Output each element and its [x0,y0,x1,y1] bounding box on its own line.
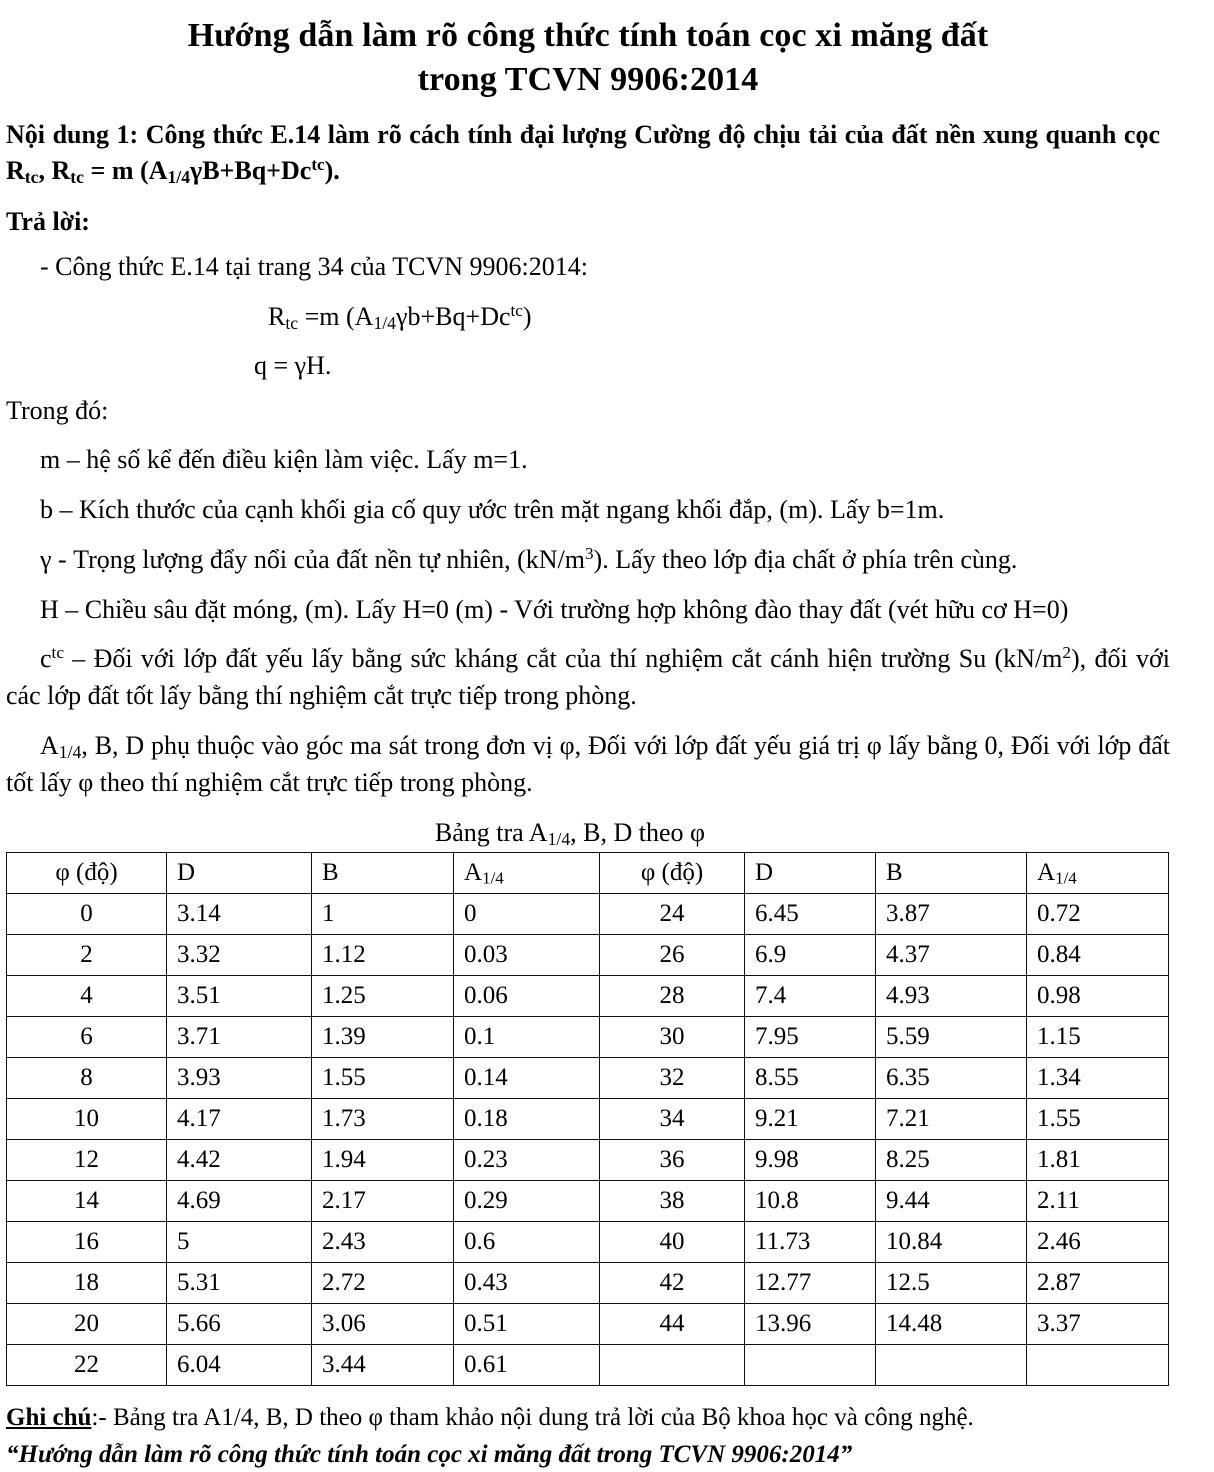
table-cell-r6-c7: 1.81 [1027,1140,1169,1181]
table-row [7,894,1169,935]
table-cell-r8-c4: 40 [600,1222,745,1263]
table-cell-r6-c3: 0.23 [454,1140,600,1181]
footer-note [6,1400,1170,1472]
formula-r-sub: tc [285,312,299,333]
table-cell-r11-c5 [745,1345,876,1386]
table-caption-post: , B, D theo φ [570,818,706,848]
table-cell-r4-c2: 1.55 [312,1058,454,1099]
formula-eq: =m (A [298,301,374,331]
definition-b [6,492,1170,529]
table-cell-r4-c0: 8 [7,1058,167,1099]
definition-abd-sub: 1/4 [58,742,82,763]
table-cell-r5-c3: 0.18 [454,1099,600,1140]
table-cell-r6-c6: 8.25 [876,1140,1027,1181]
header-phi-2 [600,853,745,894]
footer-quote: “Hướng dẫn làm rõ công thức tính toán cọc xi măng đất trong TCVN 9906:2014” [6,1441,853,1469]
table-cell-r11-c6 [876,1345,1027,1386]
table-caption [6,818,1170,848]
definition-ctc-mid: – Đối với lớp đất yếu lấy bằng sức kháng cắt của thí nghiệm cắt cánh hiện trường Su (kN/m [63,644,1063,674]
header-a14-1-label: A [464,859,483,887]
table-cell-r10-c0: 20 [7,1304,167,1345]
formula-q: q = γH. [254,350,332,380]
title-line-2: trong TCVN 9906:2014 [417,60,759,98]
formula-a-sub: 1/4 [373,312,397,333]
table-cell-r3-c6: 5.59 [876,1017,1027,1058]
table-cell-r3-c3: 0.1 [454,1017,600,1058]
table-cell-r1-c3: 0.03 [454,935,600,976]
formula-main [6,299,1170,334]
table-cell-r9-c5: 12.77 [745,1263,876,1304]
header-a14-1 [454,853,600,894]
table-cell-r10-c4: 44 [600,1304,745,1345]
table-cell-r7-c0: 14 [7,1181,167,1222]
table-cell-r8-c3: 0.6 [454,1222,600,1263]
table-cell-r3-c7: 1.15 [1027,1017,1169,1058]
page-title [6,14,1170,101]
table-cell-r0-c4: 24 [600,894,745,935]
table-row [7,1304,1169,1345]
table-cell-r0-c3: 0 [454,894,600,935]
table-cell-r6-c4: 36 [600,1140,745,1181]
lead-mid: , R [38,156,71,186]
table-cell-r11-c4 [600,1345,745,1386]
table-body [7,894,1169,1386]
table-row [7,1181,1169,1222]
definition-abd-pre: A [40,731,59,761]
header-d-2-label: D [755,859,774,887]
table-cell-r3-c0: 6 [7,1017,167,1058]
formula-close: ) [522,301,532,331]
definition-ctc [6,641,1170,715]
table-cell-r10-c6: 14.48 [876,1304,1027,1345]
table-cell-r2-c7: 0.98 [1027,976,1169,1017]
table-cell-r2-c2: 1.25 [312,976,454,1017]
definition-m-text: m – hệ số kể đến điều kiện làm việc. Lấy m=1. [40,444,528,474]
table-header-row [7,853,1169,894]
table-cell-r7-c4: 38 [600,1181,745,1222]
table-cell-r4-c4: 32 [600,1058,745,1099]
definition-abd-post: , B, D phụ thuộc vào góc ma sát trong đơn vị φ, Đối với lớp đất yếu giá trị φ lấy bằng 0, Đối với lớp đất tốt lấy φ theo thí nghiệm cắt trực tiếp trong phòng. [6,731,1170,798]
table-cell-r10-c2: 3.06 [312,1304,454,1345]
table-cell-r9-c2: 2.72 [312,1263,454,1304]
formula-c-sup: tc [510,300,523,320]
table-cell-r7-c2: 2.17 [312,1181,454,1222]
table-cell-r8-c2: 2.43 [312,1222,454,1263]
header-phi-1-label: φ (độ) [55,859,118,887]
definition-gamma-pre: γ - Trọng lượng đẩy nổi của đất nền tự nhiên, (kN/m [40,544,585,574]
lead-suffix: ). [324,156,340,186]
header-a14-2 [1027,853,1169,894]
table-cell-r7-c5: 10.8 [745,1181,876,1222]
table-cell-r9-c0: 18 [7,1263,167,1304]
header-phi-2-label: φ (độ) [640,859,704,887]
header-b-2 [876,853,1027,894]
header-d-2 [745,853,876,894]
table-cell-r3-c5: 7.95 [745,1017,876,1058]
table-cell-r1-c2: 1.12 [312,935,454,976]
table-cell-r2-c1: 3.51 [167,976,312,1017]
table-row [7,1263,1169,1304]
table-cell-r5-c4: 34 [600,1099,745,1140]
lead-sub-3: 1/4 [167,167,191,188]
definition-gamma [6,542,1170,579]
table-cell-r2-c5: 7.4 [745,976,876,1017]
table-cell-r1-c1: 3.32 [167,935,312,976]
answer-reference: - Công thức E.14 tại trang 34 của TCVN 9906:2014: [40,251,588,281]
table-cell-r1-c7: 0.84 [1027,935,1169,976]
table-cell-r9-c4: 42 [600,1263,745,1304]
table-cell-r8-c5: 11.73 [745,1222,876,1263]
definition-abd [6,728,1170,802]
table-cell-r4-c3: 0.14 [454,1058,600,1099]
table-cell-r0-c2: 1 [312,894,454,935]
definition-h-text: H – Chiều sâu đặt móng, (m). Lấy H=0 (m) - Với trường hợp không đào thay đất (vét hữu cơ H=0) [40,594,1069,624]
definition-m [6,442,1170,479]
definition-h [6,592,1170,629]
table-cell-r4-c7: 1.34 [1027,1058,1169,1099]
answer-label: Trả lời: [6,206,90,236]
table-cell-r1-c0: 2 [7,935,167,976]
table-cell-r8-c1: 5 [167,1222,312,1263]
table-row [7,976,1169,1017]
table-caption-pre: Bảng tra A [434,818,548,848]
table-cell-r6-c2: 1.94 [312,1140,454,1181]
header-b-2-label: B [886,859,903,887]
note-text: :- Bảng tra A1/4, B, D theo φ tham khảo nội dung trả lời của Bộ khoa học và công nghệ. [91,1404,974,1432]
table-cell-r1-c4: 26 [600,935,745,976]
table-cell-r5-c7: 1.55 [1027,1099,1169,1140]
lead-sub-2: tc [70,167,85,188]
definition-gamma-post: ). Lấy theo lớp địa chất ở phía trên cùng. [593,544,1018,574]
table-cell-r0-c7: 0.72 [1027,894,1169,935]
table-row [7,1099,1169,1140]
table-cell-r3-c4: 30 [600,1017,745,1058]
note-label: Ghi chú [6,1404,92,1432]
table-cell-r5-c5: 9.21 [745,1099,876,1140]
header-b-1-label: B [322,859,339,887]
definition-ctc-sup-lead: tc [51,643,64,663]
table-cell-r10-c3: 0.51 [454,1304,600,1345]
table-cell-r2-c6: 4.93 [876,976,1027,1017]
table-cell-r1-c6: 4.37 [876,935,1027,976]
header-a14-2-label: A [1037,859,1056,887]
table-cell-r6-c5: 9.98 [745,1140,876,1181]
table-cell-r3-c1: 3.71 [167,1017,312,1058]
table-cell-r0-c1: 3.14 [167,894,312,935]
table-cell-r9-c7: 2.87 [1027,1263,1169,1304]
table-cell-r11-c3: 0.61 [454,1345,600,1386]
table-cell-r2-c4: 28 [600,976,745,1017]
table-cell-r10-c7: 3.37 [1027,1304,1169,1345]
table-cell-r0-c5: 6.45 [745,894,876,935]
table-cell-r7-c3: 0.29 [454,1181,600,1222]
table-cell-r7-c7: 2.11 [1027,1181,1169,1222]
lead-formula-text: = m (A [84,156,168,186]
table-cell-r11-c2: 3.44 [312,1345,454,1386]
title-line-1: Hướng dẫn làm rõ công thức tính toán cọc xi măng đất [187,17,989,54]
lookup-table [6,852,1169,1386]
table-cell-r6-c1: 4.42 [167,1140,312,1181]
definition-b-text: b – Kích thước của cạnh khối gia cố quy ước trên mặt ngang khối đắp, (m). Lấy b=1m. [40,494,945,524]
table-cell-r3-c2: 1.39 [312,1017,454,1058]
table-cell-r9-c6: 12.5 [876,1263,1027,1304]
header-a14-1-sub: 1/4 [482,868,504,888]
table-row [7,1140,1169,1181]
definition-ctc-pre: c [40,644,52,674]
formula-r: R [268,301,286,331]
table-cell-r9-c3: 0.43 [454,1263,600,1304]
table-cell-r4-c6: 6.35 [876,1058,1027,1099]
table-cell-r2-c3: 0.06 [454,976,600,1017]
table-cell-r5-c1: 4.17 [167,1099,312,1140]
definition-ctc-post: ), đối với các lớp đất tốt lấy bằng thí nghiệm cắt trực tiếp trong phòng. [6,644,1170,711]
header-phi-1 [7,853,167,894]
table-cell-r11-c0: 22 [7,1345,167,1386]
table-cell-r8-c7: 2.46 [1027,1222,1169,1263]
table-cell-r11-c7 [1027,1345,1169,1386]
table-cell-r5-c6: 7.21 [876,1099,1027,1140]
table-cell-r4-c5: 8.55 [745,1058,876,1099]
table-cell-r11-c1: 6.04 [167,1345,312,1386]
lead-sup-1: tc [311,155,325,175]
table-row [7,1058,1169,1099]
header-d-1-label: D [177,859,196,887]
header-d-1 [167,853,312,894]
header-b-1 [312,853,454,894]
table-cell-r0-c0: 0 [7,894,167,935]
formula-rest: γb+Bq+Dc [396,301,511,331]
table-row [7,1222,1169,1263]
lead-sub-1: tc [24,167,39,188]
lead-formula-rest: γB+Bq+Dc [190,156,312,186]
table-cell-r2-c0: 4 [7,976,167,1017]
table-row [7,1345,1169,1386]
table-cell-r5-c0: 10 [7,1099,167,1140]
header-a14-2-sub: 1/4 [1055,868,1077,888]
table-cell-r8-c0: 16 [7,1222,167,1263]
table-caption-sub: 1/4 [547,828,571,849]
table-cell-r5-c2: 1.73 [312,1099,454,1140]
table-cell-r6-c0: 12 [7,1140,167,1181]
table-cell-r7-c6: 9.44 [876,1181,1027,1222]
table-cell-r0-c6: 3.87 [876,894,1027,935]
lead-prefix: Nội dung 1: Công thức E.14 làm rõ cách tính đại lượng Cường độ chịu tải của đất nền xung quanh cọc R [6,120,1160,186]
table-cell-r7-c1: 4.69 [167,1181,312,1222]
table-cell-r1-c5: 6.9 [745,935,876,976]
table-row [7,1017,1169,1058]
table-cell-r8-c6: 10.84 [876,1222,1027,1263]
definition-ctc-sup: 2 [1062,643,1071,663]
table-cell-r9-c1: 5.31 [167,1263,312,1304]
table-cell-r4-c1: 3.93 [167,1058,312,1099]
table-row [7,935,1169,976]
definitions-header: Trong đó: [6,395,109,425]
lead-paragraph [6,117,1170,190]
table-cell-r10-c5: 13.96 [745,1304,876,1345]
definition-gamma-sup: 3 [584,543,594,563]
table-cell-r10-c1: 5.66 [167,1304,312,1345]
